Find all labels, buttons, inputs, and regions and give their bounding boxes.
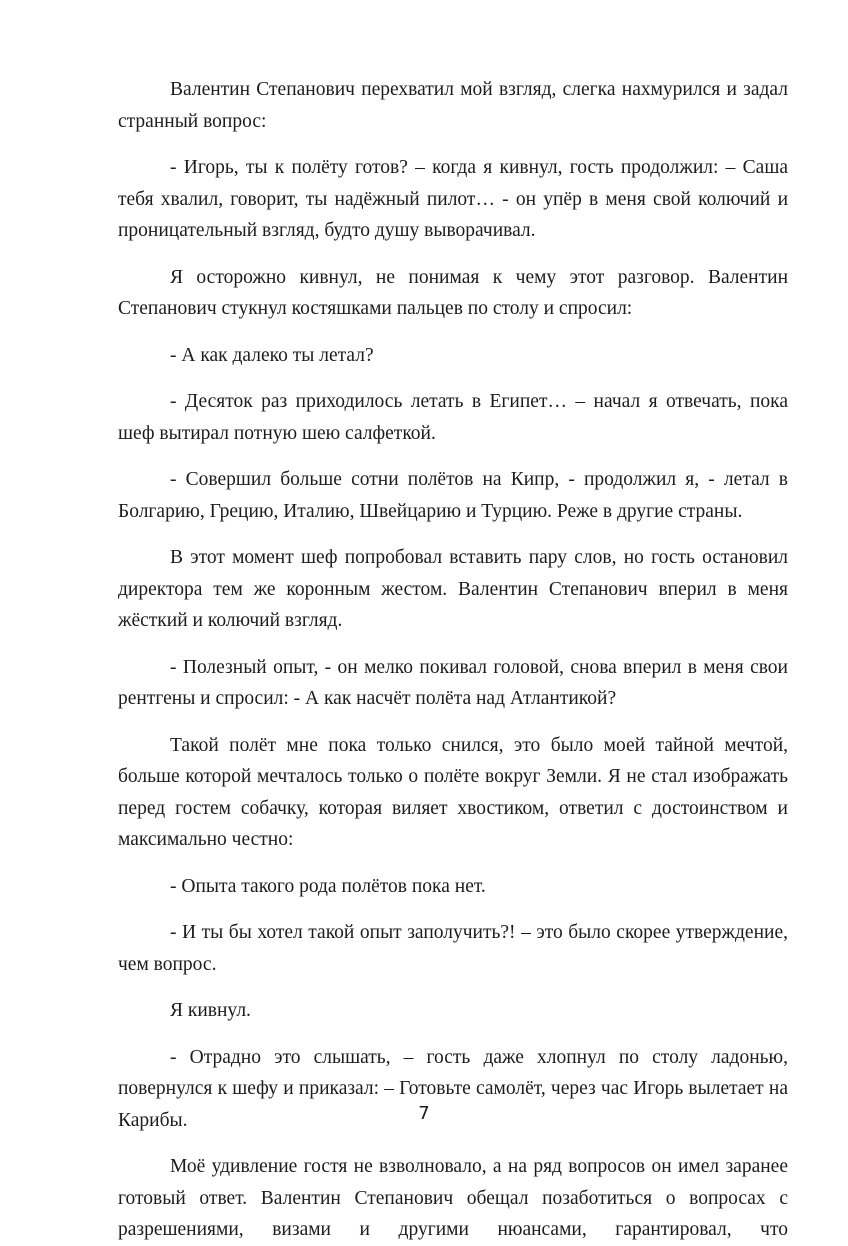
paragraph: Я кивнул.: [170, 1000, 251, 1021]
paragraph: - Игорь, ты к полёту готов? – когда я кивнул, гость продолжил: – Саша тебя хвалил, говорит, ты надёжный пилот… - он упёр в меня свой колючий и проницательный взгляд, будто душу выворачивал.: [118, 157, 788, 241]
paragraph: - Опыта такого рода полётов пока нет.: [170, 875, 486, 897]
paragraph: В этот момент шеф попробовал вставить пару слов, но гость остановил директора тем же коронным жестом. Валентин Степанович вперил в меня жёсткий и колючий взгляд.: [118, 547, 788, 631]
body-text: [118, 74, 788, 1246]
paragraph: - И ты бы хотел такой опыт заполучить?! – это было скорее утверждение, чем вопрос.: [118, 922, 788, 975]
paragraph: - Совершил больше сотни полётов на Кипр, - продолжил я, - летал в Болгарию, Грецию, Италию, Швейцарию и Турцию. Реже в другие страны.: [118, 469, 788, 522]
paragraph: Моё удивление гостя не взволновало, а на ряд вопросов он имел заранее готовый ответ. Валентин Степанович обещал позаботиться о вопросах с разрешениями, визами и другими нюансами, гарантировал, что: [118, 1156, 788, 1240]
paragraph: - А как далеко ты летал?: [170, 344, 374, 366]
page-number: 7: [418, 1103, 430, 1124]
paragraph: Такой полёт мне пока только снился, это было моей тайной мечтой, больше которой мечталось только о полёте вокруг Земли. Я не стал изображать перед гостем собачку, которая виляет хвостиком, ответил с достоинством и максимально честно:: [118, 734, 788, 850]
paragraph: - Отрадно это слышать, – гость даже хлопнул по столу ладонью, повернулся к шефу и приказал: – Готовьте самолёт, через час Игорь вылетает на Карибы.: [118, 1046, 788, 1131]
paragraph: - Полезный опыт, - он мелко покивал головой, снова вперил в меня свои рентгены и спросил: - А как насчёт полёта над Атлантикой?: [118, 656, 788, 709]
paragraph: Я осторожно кивнул, не понимая к чему этот разговор. Валентин Степанович стукнул костяшками пальцев по столу и спросил:: [118, 266, 788, 319]
paragraph: - Десяток раз приходилось летать в Египет… – начал я отвечать, пока шеф вытирал потную шею салфеткой.: [118, 391, 788, 444]
paragraph: Валентин Степанович перехватил мой взгляд, слегка нахмурился и задал странный вопрос:: [118, 79, 788, 132]
